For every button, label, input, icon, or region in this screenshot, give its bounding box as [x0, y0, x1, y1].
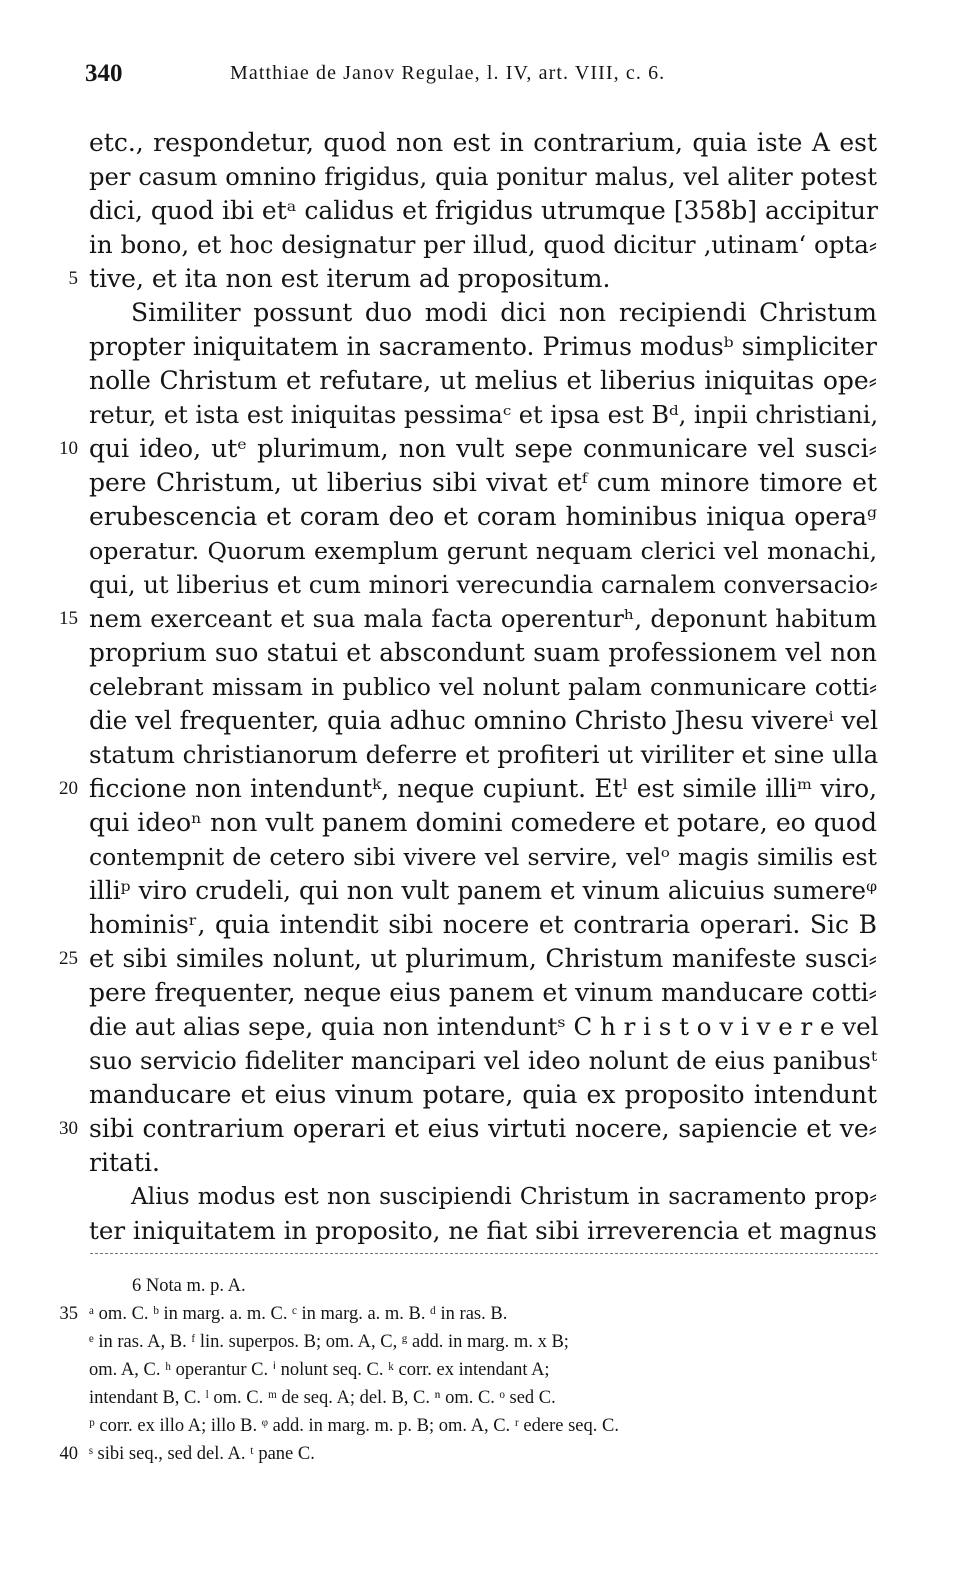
text-line: tive, et ita non est iterum ad propositum.: [89, 264, 611, 293]
line-number: 40: [59, 1444, 78, 1464]
footnote-line: om. A, C. ʰ operantur C. ⁱ nolunt seq. C. ᵏ corr. ex intendant A;: [89, 1360, 550, 1380]
footnote-line: ˢ sibi seq., sed del. A. ᵗ pane C.: [89, 1444, 315, 1464]
line-number: 5: [68, 268, 78, 289]
text-line: operatur. Quorum exemplum gerunt nequam clerici vel monachi,: [89, 537, 877, 565]
text-line: qui ideo, utᵉ plurimum, non vult sepe conmunicare vel susci⸗: [89, 434, 877, 463]
text-line: celebrant missam in publico vel nolunt palam conmunicare cotti⸗: [89, 673, 877, 701]
footnote-line: intendant B, C. ˡ om. C. ᵐ de seq. A; del. B, C. ⁿ om. C. ᵒ sed C.: [89, 1388, 556, 1408]
text-line: suo servicio fideliter mancipari vel ideo nolunt de eius panibusᵗ: [89, 1046, 877, 1075]
line-number: 35: [59, 1304, 78, 1324]
text-line: pere frequenter, neque eius panem et vinum manducare cotti⸗: [89, 978, 877, 1007]
line-number: 15: [59, 608, 78, 629]
footnote-line: 6 Nota m. p. A.: [132, 1276, 246, 1296]
text-line: hominisʳ, quia intendit sibi nocere et contraria operari. Sic B: [89, 910, 877, 939]
text-line: Similiter possunt duo modi dici non recipiendi Christum: [131, 298, 877, 327]
text-line: propter iniquitatem in sacramento. Primus modusᵇ simpliciter: [89, 332, 877, 361]
text-line: illiᵖ viro crudeli, qui non vult panem et vinum alicuius sumereᵠ: [89, 876, 877, 905]
line-number: 25: [59, 948, 78, 969]
line-number: 20: [59, 778, 78, 799]
text-line: manducare et eius vinum potare, quia ex proposito intendunt: [89, 1080, 877, 1109]
text-line: contempnit de cetero sibi vivere vel servire, velᵒ magis similis est: [89, 843, 877, 871]
text-line: nem exerceant et sua mala facta operenturʰ, deponunt habitum: [89, 604, 877, 633]
text-line: qui, ut liberius et cum minori verecundia carnalem conversacio⸗: [89, 570, 878, 599]
running-head: Matthiae de Janov Regulae, l. IV, art. VIII, c. 6.: [230, 62, 666, 84]
page-header: [85, 60, 875, 100]
text-line: et sibi similes nolunt, ut plurimum, Christum manifeste susci⸗: [89, 944, 877, 973]
text-line: per casum omnino frigidus, quia ponitur malus, vel aliter potest: [89, 162, 877, 191]
text-line: ter iniquitatem in proposito, ne fiat sibi irreverencia et magnus: [89, 1216, 877, 1245]
text-line: sibi contrarium operari et eius virtuti nocere, sapiencie et ve⸗: [89, 1114, 877, 1143]
page-number: 340: [85, 60, 123, 87]
text-line: qui ideoⁿ non vult panem domini comedere et potare, eo quod: [89, 808, 877, 837]
text-line: proprium suo statui et abscondunt suam professionem vel non: [89, 638, 877, 667]
text-line: die aut alias sepe, quia non intenduntˢ C h r i s t o v i v e r e vel: [89, 1012, 879, 1041]
line-number: 30: [59, 1118, 78, 1139]
text-line: dici, quod ibi etᵃ calidus et frigidus utrumque [358b] accipitur: [89, 196, 878, 225]
text-line: Alius modus est non suscipiendi Christum in sacramento prop⸗: [131, 1183, 877, 1210]
text-line: etc., respondetur, quod non est in contrarium, quia iste A est: [89, 128, 877, 157]
footnote-divider: [90, 1253, 878, 1254]
text-line: statum christianorum deferre et profiteri ut viriliter et sine ulla: [89, 740, 879, 769]
text-line: die vel frequenter, quia adhuc omnino Christo Jhesu vivereⁱ vel: [89, 706, 879, 735]
text-line: ficcione non intenduntᵏ, neque cupiunt. Etˡ est simile illiᵐ viro,: [89, 774, 877, 803]
footnote-line: ᵉ in ras. A, B. ᶠ lin. superpos. B; om. A, C, ᵍ add. in marg. m. x B;: [89, 1332, 569, 1352]
text-line: ritati.: [89, 1148, 160, 1177]
footnote-line: ᵖ corr. ex illo A; illo B. ᵠ add. in marg. m. p. B; om. A, C. ʳ edere seq. C.: [89, 1416, 619, 1436]
text-line: in bono, et hoc designatur per illud, quod dicitur ‚utinam‘ opta⸗: [89, 230, 877, 259]
line-number: 10: [59, 438, 78, 459]
text-line: retur, et ista est iniquitas pessimaᶜ et ipsa est Bᵈ, inpii christiani,: [89, 401, 879, 429]
text-line: nolle Christum et refutare, ut melius et liberius iniquitas ope⸗: [89, 366, 877, 395]
footnote-line: ᵃ om. C. ᵇ in marg. a. m. C. ᶜ in marg. a. m. B. ᵈ in ras. B.: [89, 1304, 508, 1324]
text-line: erubescencia et coram deo et coram hominibus iniqua operaᵍ: [89, 502, 877, 531]
text-line: pere Christum, ut liberius sibi vivat etᶠ cum minore timore et: [89, 468, 877, 497]
